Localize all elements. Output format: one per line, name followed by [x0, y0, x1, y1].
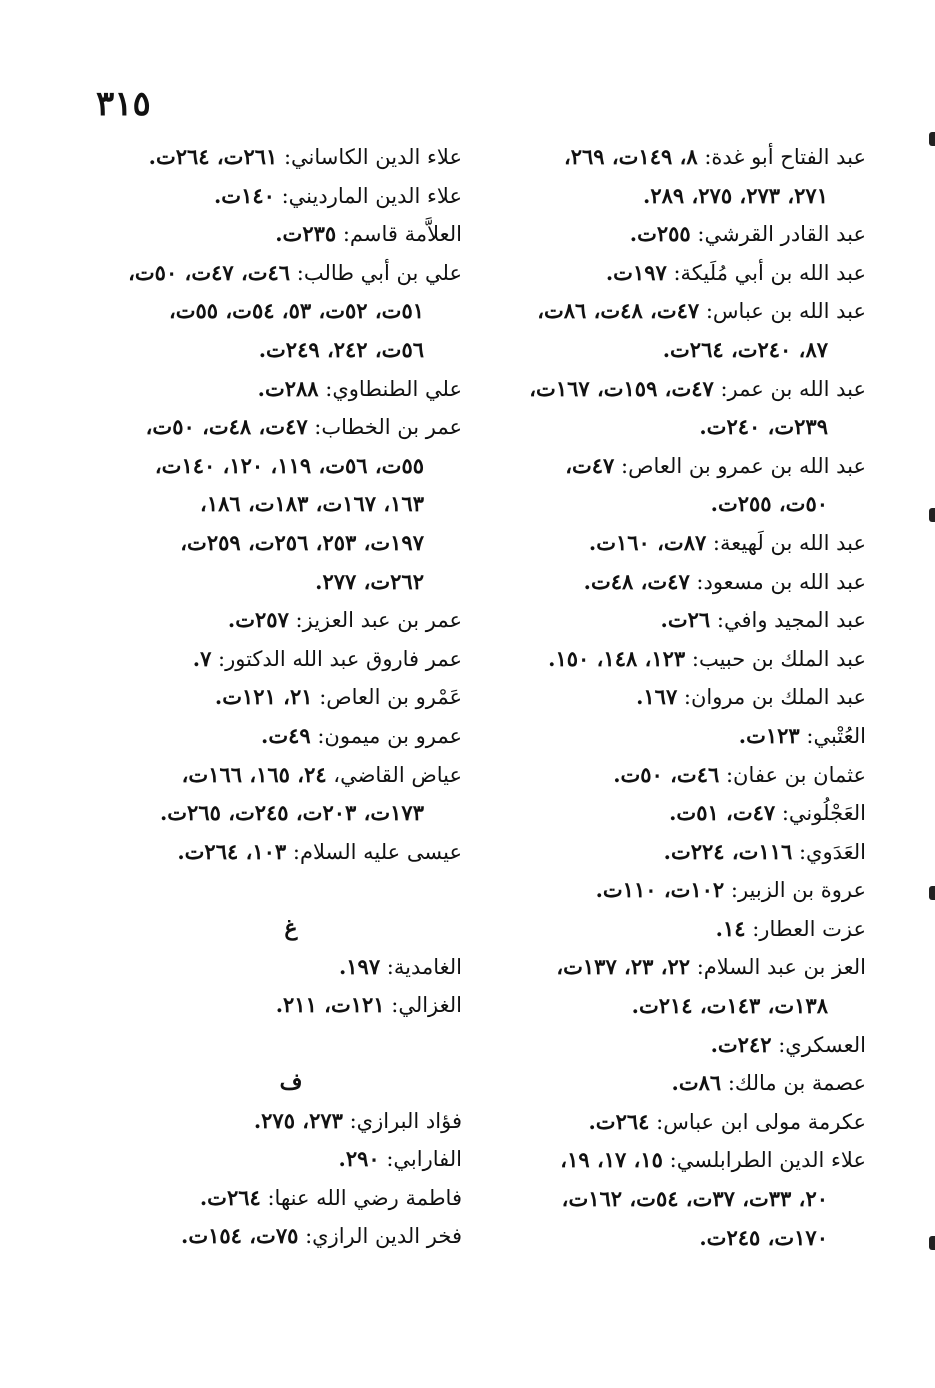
entry-name: فخر الدين الرازي:: [298, 1224, 462, 1249]
entry-name: عصمة بن مالك:: [721, 1071, 866, 1096]
entry-name: العُتْبي:: [799, 723, 866, 748]
entry-name: عبد الله بن أبي مُلَيكة:: [666, 260, 866, 285]
index-entry: [100, 370, 462, 409]
entry-page-refs: ١١٦ت، ٢٢٤ت.: [663, 838, 793, 864]
entry-name: عبد الله بن عمر:: [713, 376, 866, 401]
entry-page-refs: ١٩٧ت.: [605, 259, 667, 285]
entry-page-refs: ١٩٧.: [338, 953, 381, 979]
index-entry-continuation: [100, 794, 462, 833]
entry-page-refs: ٤٧ت، ١٥٩ت، ١٦٧ت،: [529, 375, 714, 401]
entry-page-refs: ١٠٣، ٢٦٤ت.: [177, 838, 287, 864]
entry-page-refs: ٢٢، ٢٣، ١٣٧ت،: [556, 954, 691, 980]
index-entry-continuation: [100, 563, 462, 602]
entry-page-refs: ٢٦٤ت.: [588, 1108, 650, 1134]
index-entry-continuation: [100, 485, 462, 524]
entry-page-refs: ٨٧، ٢٤٠ت، ٢٦٤ت.: [662, 336, 828, 362]
index-entry: [100, 601, 462, 640]
index-entry: [100, 1179, 462, 1218]
entry-page-refs: ٤٧ت،: [565, 452, 615, 478]
entry-page-refs: ١٦٧.: [636, 684, 678, 710]
index-column-left: [100, 138, 462, 1256]
entry-page-refs: ٨٧ت، ١٦٠ت.: [588, 529, 707, 555]
entry-name: عزت العطار:: [745, 916, 866, 941]
entry-page-refs: ٤٧ت، ٤٨ت.: [583, 568, 690, 594]
entry-page-refs: ٢٦٢ت، ٢٧٧.: [315, 568, 424, 594]
entry-name: عبد المجيد وافي:: [710, 608, 866, 633]
entry-name: علي بن أبي طالب:: [290, 260, 462, 285]
entry-page-refs: ١٣٨ت، ١٤٣ت، ٢١٤ت.: [631, 993, 828, 1019]
section-letter-ghain: غ: [284, 915, 298, 942]
entry-page-refs: ٢٥٧ت.: [227, 607, 289, 633]
entry-page-refs: ١٤٠ت.: [213, 182, 275, 208]
entry-page-refs: ٢٤، ١٦٥، ١٦٦ت،: [181, 761, 327, 787]
entry-page-refs: ٢٨٨ت.: [257, 375, 319, 401]
edge-mark: [929, 508, 935, 522]
index-entry: [512, 292, 866, 331]
entry-name: الغامدية:: [380, 954, 462, 979]
entry-page-refs: ٥٠ت، ٢٥٥ت.: [710, 491, 828, 517]
entry-page-refs: ٢٣٩ت، ٢٤٠ت.: [699, 414, 828, 440]
index-entry-continuation: [512, 177, 866, 216]
entry-name: عياض القاضي،: [326, 762, 462, 787]
entry-page-refs: ٤٦ت، ٥٠ت.: [613, 761, 720, 787]
entry-page-refs: ١٥، ١٧، ١٩،: [560, 1147, 663, 1173]
entry-name: العَجْلُوني:: [775, 801, 866, 826]
index-entry-continuation: [100, 447, 462, 486]
entry-page-refs: ١٦٣، ١٦٧ت، ١٨٣ت، ١٨٦،: [200, 491, 424, 517]
entry-name: عَمْرو بن العاص:: [312, 685, 462, 710]
edge-mark: [929, 132, 935, 146]
index-entry: [100, 640, 462, 679]
entry-page-refs: ١٧٠ت، ٢٤٥ت.: [699, 1224, 828, 1250]
index-entry: [512, 447, 866, 486]
index-entry-continuation: [512, 1219, 866, 1258]
entry-page-refs: ١٢٣، ١٤٨، ١٥٠.: [548, 645, 686, 671]
index-entry: [512, 601, 866, 640]
index-entry: [512, 1103, 866, 1142]
page-number: ٣١٥: [96, 84, 151, 124]
index-entry: [100, 948, 462, 987]
entry-page-refs: ٨، ١٤٩ت، ٢٦٩،: [563, 144, 698, 169]
entry-name: عبد الله بن عمرو بن العاص:: [614, 453, 866, 478]
entry-name: عبد الملك بن مروان:: [677, 685, 866, 710]
index-entries-ain: [100, 138, 462, 871]
index-entry: [512, 794, 866, 833]
entry-page-refs: ٢٠، ٣٣ت، ٣٧ت، ٥٤ت، ١٦٢ت،: [561, 1186, 828, 1212]
entry-page-refs: ٥٦ت، ٢٤٢، ٢٤٩ت.: [258, 336, 424, 362]
entry-page-refs: ١٠٢ت، ١١٠ت.: [595, 877, 725, 903]
index-entry-continuation: [512, 987, 866, 1026]
index-entry-continuation: [512, 408, 866, 447]
index-entry: [512, 948, 866, 987]
entry-name: علاء الدين الطرابلسي:: [662, 1148, 866, 1173]
index-entry: [512, 1141, 866, 1180]
index-entry: [512, 756, 866, 795]
entry-page-refs: ٤٧ت، ٥١ت.: [669, 800, 776, 826]
entry-page-refs: ٤٧ت، ٤٨ت، ٨٦ت،: [537, 298, 700, 324]
entry-name: العَدَوي:: [792, 839, 866, 864]
entry-name: عبد القادر القرشي:: [690, 222, 866, 247]
edge-mark: [929, 1236, 935, 1250]
index-entry: [512, 910, 866, 949]
entry-page-refs: ٢٩٠.: [338, 1146, 380, 1172]
index-entry: [512, 1064, 866, 1103]
entry-page-refs: ٨٦ت.: [671, 1070, 722, 1096]
index-entry: [512, 370, 866, 409]
entry-page-refs: ٧٥ت، ١٥٤ت.: [181, 1223, 299, 1249]
index-entry: [512, 524, 866, 563]
index-entry: [100, 177, 462, 216]
entry-page-refs: ١٩٧ت، ٢٥٣، ٢٥٦ت، ٢٥٩ت،: [180, 529, 424, 555]
entry-page-refs: ٤٩ت.: [261, 722, 311, 748]
index-entry: [512, 717, 866, 756]
entry-page-refs: ٧.: [192, 645, 212, 671]
entry-page-refs: ٢٦١ت، ٢٦٤ت.: [148, 144, 278, 169]
index-entry-continuation: [512, 1180, 866, 1219]
index-entry: [100, 1140, 462, 1179]
index-entry: [100, 986, 462, 1025]
index-entry: [100, 215, 462, 254]
entry-name: الغزالي:: [384, 993, 462, 1018]
entry-page-refs: ١٤.: [715, 915, 746, 941]
index-entry: [100, 678, 462, 717]
index-entry: [100, 408, 462, 447]
entry-name: عمر فاروق عبد الله الدكتور:: [211, 646, 462, 671]
entry-name: عمر بن الخطاب:: [307, 415, 462, 440]
index-column-right: [512, 138, 866, 1257]
entry-page-refs: ٤٧ت، ٤٨ت، ٥٠ت،: [145, 414, 308, 440]
index-entry: [100, 1217, 462, 1256]
entry-name: عثمان بن عفان:: [719, 762, 866, 787]
entry-name: عبد الملك بن حبيب:: [685, 646, 866, 671]
entry-page-refs: ٢٤٢ت.: [710, 1031, 772, 1057]
index-entry-continuation: [100, 331, 462, 370]
index-entry: [100, 254, 462, 293]
entry-page-refs: ١٢١ت، ٢١١.: [275, 992, 385, 1018]
index-entry-continuation: [100, 292, 462, 331]
index-entries-fa: [100, 1102, 462, 1256]
entry-name: عبد الله بن عباس:: [699, 299, 866, 324]
entry-page-refs: ٤٦ت، ٤٧ت، ٥٠ت،: [128, 259, 291, 285]
entry-page-refs: ١٧٣ت، ٢٠٣ت، ٢٤٥ت، ٢٦٥ت.: [159, 800, 424, 826]
index-entry: [512, 215, 866, 254]
entry-name: العلاَّمة قاسم:: [336, 222, 462, 247]
entry-name: العسكري:: [771, 1032, 866, 1057]
entry-page-refs: ٢٧٣، ٢٧٥.: [253, 1107, 343, 1133]
entry-page-refs: ١٢٣ت.: [738, 722, 800, 748]
entry-name: فؤاد البرازي:: [342, 1108, 462, 1133]
entry-page-refs: ٢٧١، ٢٧٣، ٢٧٥، ٢٨٩.: [643, 182, 828, 208]
entry-name: عبد الله بن مسعود:: [689, 569, 866, 594]
entry-page-refs: ٢٦٤ت.: [199, 1184, 261, 1210]
entry-name: عمرو بن ميمون:: [310, 723, 462, 748]
entry-page-refs: ٢٥٥ت.: [629, 221, 691, 247]
entry-page-refs: ٢١، ١٢١ت.: [214, 684, 313, 710]
index-entry: [100, 717, 462, 756]
entry-name: الفارابي:: [379, 1147, 462, 1172]
entry-page-refs: ٢٣٥ت.: [275, 221, 337, 247]
entry-name: عيسى عليه السلام:: [286, 839, 462, 864]
index-entry: [512, 254, 866, 293]
entry-name: عبد الله بن لَهيعة:: [706, 530, 866, 555]
entry-name: علاء الدين الكاساني:: [277, 145, 462, 169]
index-entry: [100, 138, 462, 177]
index-entry: [512, 640, 866, 679]
index-entries-ghain: [100, 948, 462, 1025]
entry-name: عمر بن عبد العزيز:: [288, 608, 462, 633]
section-letter-fa: ف: [279, 1069, 303, 1096]
index-entry: [512, 138, 866, 177]
index-entry: [512, 563, 866, 602]
index-entry: [100, 1102, 462, 1141]
index-entry: [512, 1026, 866, 1065]
entry-name: علاء الدين المارديني:: [274, 183, 462, 208]
index-entry: [512, 678, 866, 717]
entry-name: عكرمة مولى ابن عباس:: [649, 1109, 866, 1134]
index-entry: [512, 871, 866, 910]
entry-name: عبد الفتاح أبو غدة:: [697, 145, 866, 169]
entry-page-refs: ٢٦ت.: [660, 607, 711, 633]
index-entry-continuation: [512, 331, 866, 370]
index-entry-continuation: [512, 485, 866, 524]
entry-name: عروة بن الزبير:: [724, 878, 866, 903]
edge-mark: [929, 886, 935, 900]
entry-name: فاطمة رضي الله عنها:: [260, 1185, 462, 1210]
index-entry: [100, 756, 462, 795]
entry-name: علي الطنطاوي:: [318, 376, 462, 401]
index-entry-continuation: [100, 524, 462, 563]
entry-page-refs: ٥٥ت، ٥٦ت، ١١٩، ١٢٠، ١٤٠ت،: [154, 452, 424, 478]
index-entry: [512, 833, 866, 872]
entry-page-refs: ٥١ت، ٥٢ت، ٥٣، ٥٤ت، ٥٥ت،: [168, 298, 424, 324]
index-entry: [100, 833, 462, 872]
entry-name: العز بن عبد السلام:: [690, 955, 866, 980]
